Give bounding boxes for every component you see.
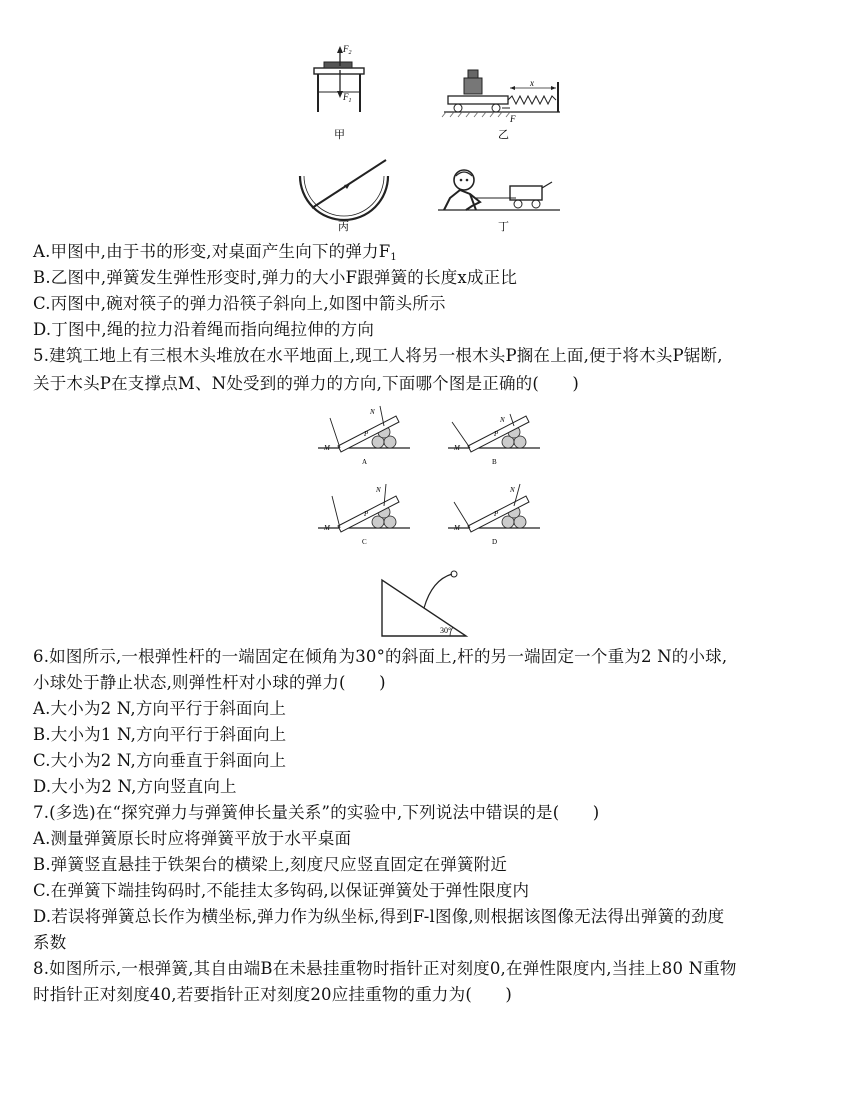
label-n: N (500, 416, 505, 424)
option-letter: B (492, 458, 497, 466)
text-line (33, 749, 286, 773)
figure-caption: 丙 (338, 221, 349, 233)
q5-option-figure-B (448, 414, 540, 466)
q5-option-figure-D (448, 484, 540, 546)
text-line-content: C.在弹簧下端挂钩码时,不能挂太多钩码,以保证弹簧处于弹性限度内 (33, 881, 530, 900)
label-p: P (494, 430, 499, 438)
text-line-content: B.乙图中,弹簧发生弹性形变时,弹力的大小F跟弹簧的长度x成正比 (33, 268, 518, 287)
text-line-content: D.丁图中,绳的拉力沿着绳而指向绳拉伸的方向 (33, 320, 375, 339)
label-p: P (364, 430, 369, 438)
text-line (33, 645, 727, 669)
figure-caption: 甲 (334, 129, 345, 141)
text-line-content: B.弹簧竖直悬挂于铁架台的横梁上,刻度尺应竖直固定在弹簧附近 (33, 855, 508, 874)
figure-incline (380, 570, 470, 638)
text-line (33, 671, 386, 695)
text-line-content: D.大小为2 N,方向竖直向上 (33, 777, 237, 796)
angle-label: 30° (440, 626, 452, 635)
label-n: N (370, 408, 375, 416)
figure-jia (310, 42, 370, 152)
f-label: F (510, 114, 516, 124)
text-line-content: D.若误将弹簧总长作为横坐标,弹力作为纵坐标,得到F-l图像,则根据该图像无法得出弹簧的劲度 (33, 907, 725, 926)
text-line-content: 8.如图所示,一根弹簧,其自由端B在未悬挂重物时指针正对刻度0,在弹性限度内,当挂上80 N重物 (33, 959, 737, 978)
subscript: 1 (390, 252, 397, 263)
text-line-content: 系数 (33, 933, 67, 952)
text-line-content: 6.如图所示,一根弹性杆的一端固定在倾角为30°的斜面上,杆的另一端固定一个重为2 N的小球, (33, 647, 728, 666)
label-n: N (376, 486, 381, 494)
text-line-content: 5.建筑工地上有三根木头堆放在水平地面上,现工人将另一根木头P搁在上面,便于将木头P锯断, (33, 346, 723, 365)
text-line (33, 827, 351, 851)
text-line (33, 983, 512, 1007)
x-label: x (530, 78, 534, 88)
force-label-f2: $F_2$ (343, 44, 352, 56)
figure-caption: 丁 (498, 221, 509, 233)
text-line-content: C.大小为2 N,方向垂直于斜面向上 (33, 751, 287, 770)
text-line-content: C.丙图中,碗对筷子的弹力沿筷子斜向上,如图中箭头所示 (33, 294, 446, 313)
figure-yi (440, 66, 570, 156)
text-line (33, 318, 374, 342)
option-letter: D (492, 538, 498, 546)
label-p: P (494, 510, 499, 518)
label-m: M (324, 524, 330, 532)
force-label-f1: $F_1$ (343, 92, 352, 104)
text-line-content: 7.(多选)在“探究弹力与弹簧伸长量关系”的实验中,下列说法中错误的是( ) (33, 803, 600, 822)
text-line-content: 关于木头P在支撑点M、N处受到的弹力的方向,下面哪个图是正确的( ) (33, 374, 580, 393)
text-line (33, 697, 286, 721)
figure-caption: 乙 (498, 129, 509, 141)
text-line (33, 853, 507, 877)
figure-bing (296, 156, 396, 236)
label-n: N (510, 486, 515, 494)
text-line (33, 723, 286, 747)
text-line-content: 小球处于静止状态,则弹性杆对小球的弹力( ) (33, 673, 386, 692)
text-line (33, 372, 579, 396)
text-line-content: A.甲图中,由于书的形变,对桌面产生向下的弹力F (33, 242, 391, 261)
text-line (33, 292, 446, 316)
text-line (33, 931, 66, 955)
text-line (33, 801, 599, 825)
text-line-content: A.测量弹簧原长时应将弹簧平放于水平桌面 (33, 829, 352, 848)
label-m: M (454, 444, 460, 452)
text-line-content: A.大小为2 N,方向平行于斜面向上 (33, 699, 287, 718)
figure-ding (436, 158, 566, 236)
text-line (33, 957, 737, 981)
label-p: P (364, 510, 369, 518)
text-line (33, 905, 724, 929)
text-line (33, 879, 529, 903)
q5-option-figure-C (318, 484, 410, 546)
q5-option-figure-A (318, 406, 410, 466)
option-letter: C (362, 538, 367, 546)
option-letter: A (362, 458, 368, 466)
text-line-content: 时指针正对刻度40,若要指针正对刻度20应挂重物的重力为( ) (33, 985, 513, 1004)
text-line (33, 775, 237, 799)
text-line (33, 344, 723, 368)
q5-figures (310, 408, 550, 568)
text-line (33, 266, 517, 290)
label-m: M (324, 444, 330, 452)
label-m: M (454, 524, 460, 532)
text-line-content: B.大小为1 N,方向平行于斜面向上 (33, 725, 287, 744)
